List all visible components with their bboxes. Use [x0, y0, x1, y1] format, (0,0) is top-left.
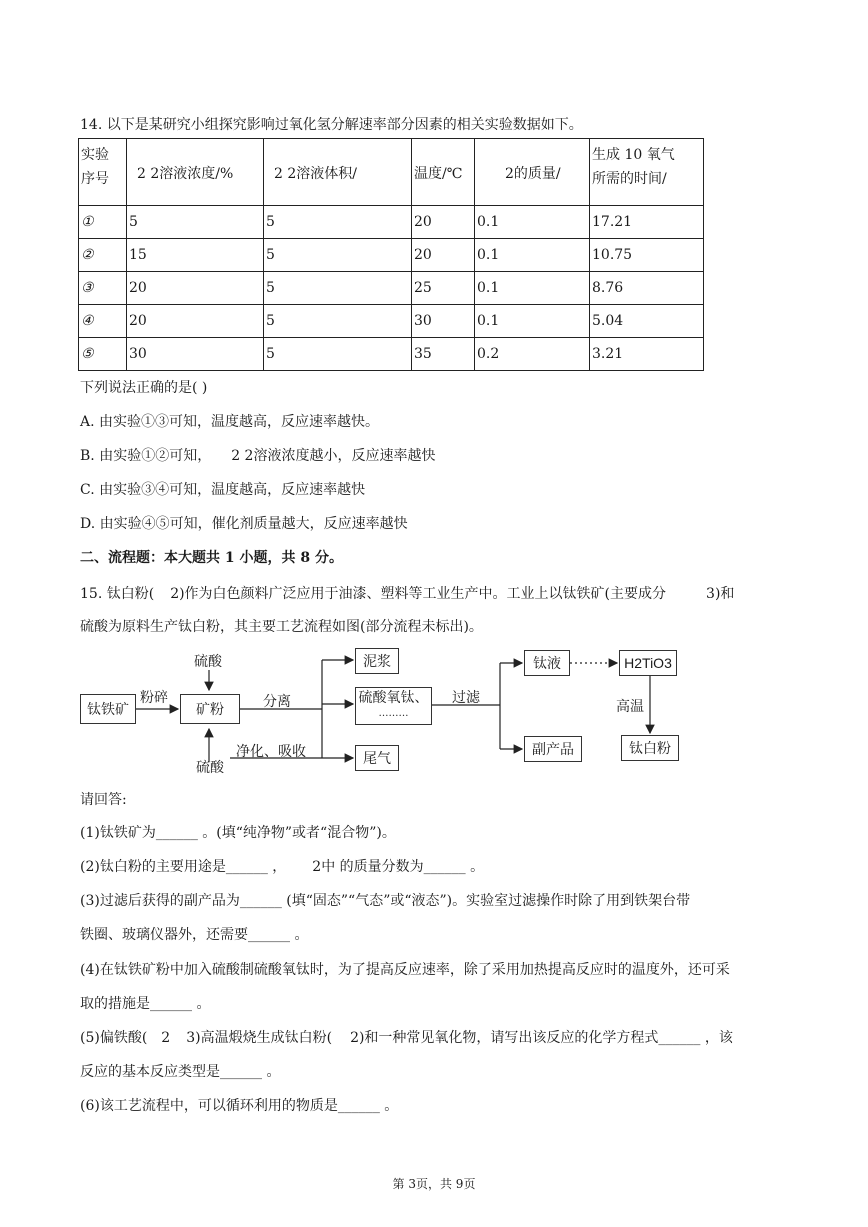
q15-intro-line2: 硫酸为原料生产钛白粉，其主要工艺流程如图(部分流程未标出)。	[80, 619, 483, 635]
table-row: ① 5 5 20 0.1 17.21	[79, 206, 704, 239]
q15-sub6: (6)该工艺流程中，可以循环利用的物质是______ 。	[80, 1098, 399, 1114]
header-cell: 实验 序号	[79, 139, 127, 206]
flow-label-acid-bottom: 硫酸	[196, 760, 224, 776]
flow-node-ti-white: 钛白粉	[621, 735, 679, 761]
table-row: ③ 20 5 25 0.1 8.76	[79, 272, 704, 305]
flow-label-separate: 分离	[263, 694, 291, 710]
header-cell: 2的质量/	[475, 139, 590, 206]
table-row: ⑤ 30 5 35 0.2 3.21	[79, 338, 704, 371]
q15-sub1: (1)钛铁矿为______ 。(填“纯净物”或者“混合物”)。	[80, 825, 396, 841]
header-cell: 2 2溶液体积/	[264, 139, 412, 206]
flow-label-purify: 净化、吸收	[236, 744, 306, 760]
q15-sub3-line2: 铁圈、玻璃仪器外，还需要______ 。	[80, 927, 309, 943]
flow-label-high-temp: 高温	[616, 699, 644, 715]
q14-option-a: A. 由实验①③可知，温度越高，反应速率越快。	[80, 414, 380, 430]
flow-node-h2tio3: H2TiO3	[619, 650, 677, 676]
q15-answer-prompt: 请回答:	[80, 792, 127, 808]
q15-intro-line1: 15. 钛白粉( 2)作为白色颜料广泛应用于油漆、塑料等工业生产中。工业上以钛铁矿(主要成分 3)和	[80, 586, 735, 602]
flow-node-ti-liquid: 钛液	[524, 650, 570, 676]
q15-sub4-line1: (4)在钛铁矿粉中加入硫酸制硫酸氧钛时，为了提高反应速率，除了采用加热提高反应时的温度外，还可采	[80, 962, 730, 978]
header-cell: 2 2溶液浓度/%	[127, 139, 264, 206]
flow-node-tail-gas: 尾气	[355, 745, 399, 771]
flow-node-ore: 钛铁矿	[80, 694, 136, 724]
q14-option-b: B. 由实验①②可知， 2 2溶液浓度越小，反应速率越快	[80, 448, 436, 464]
q15-sub4-line2: 取的措施是______ 。	[80, 996, 211, 1012]
flow-node-byproduct: 副产品	[524, 736, 582, 762]
flow-label-acid-top: 硫酸	[194, 654, 222, 670]
q15-sub3-line1: (3)过滤后获得的副产品为______ (填“固态”“气态”或“液态”)。实验室过滤操作时除了用到铁架台带	[80, 893, 691, 909]
q14-title: 14. 以下是某研究小组探究影响过氧化氢分解速率部分因素的相关实验数据如下。	[80, 117, 583, 133]
q15-sub5-line2: 反应的基本反应类型是______ 。	[80, 1064, 281, 1080]
q14-option-c: C. 由实验③④可知，温度越高，反应速率越快	[80, 482, 366, 498]
table-row: ④ 20 5 30 0.1 5.04	[79, 305, 704, 338]
q14-prompt: 下列说法正确的是( )	[80, 380, 208, 396]
flow-node-titanyl-sulfate: 硫酸氧钛、 ………	[355, 687, 432, 725]
flow-node-powder: 矿粉	[180, 694, 240, 724]
header-cell: 温度/℃	[412, 139, 475, 206]
table-row: ② 15 5 20 0.1 10.75	[79, 239, 704, 272]
section-heading: 二、流程题：本大题共 1 小题，共 8 分。	[80, 550, 343, 566]
q15-sub2: (2)钛白粉的主要用途是______ ， 2中 的质量分数为______ 。	[80, 859, 485, 875]
flow-node-mud: 泥浆	[355, 648, 399, 674]
flow-label-filter: 过滤	[452, 690, 480, 706]
flow-label-crush: 粉碎	[140, 690, 168, 706]
q14-option-d: D. 由实验④⑤可知，催化剂质量越大，反应速率越快	[80, 516, 408, 532]
header-cell: 生成 10 氧气 所需的时间/	[590, 139, 704, 206]
q15-sub5-line1: (5)偏铁酸( 2 3)高温煅烧生成钛白粉( 2)和一种常见氧化物，请写出该反应的化学方程式______ ，该	[80, 1030, 733, 1046]
page-footer: 第 3页，共 9页	[392, 1177, 476, 1191]
